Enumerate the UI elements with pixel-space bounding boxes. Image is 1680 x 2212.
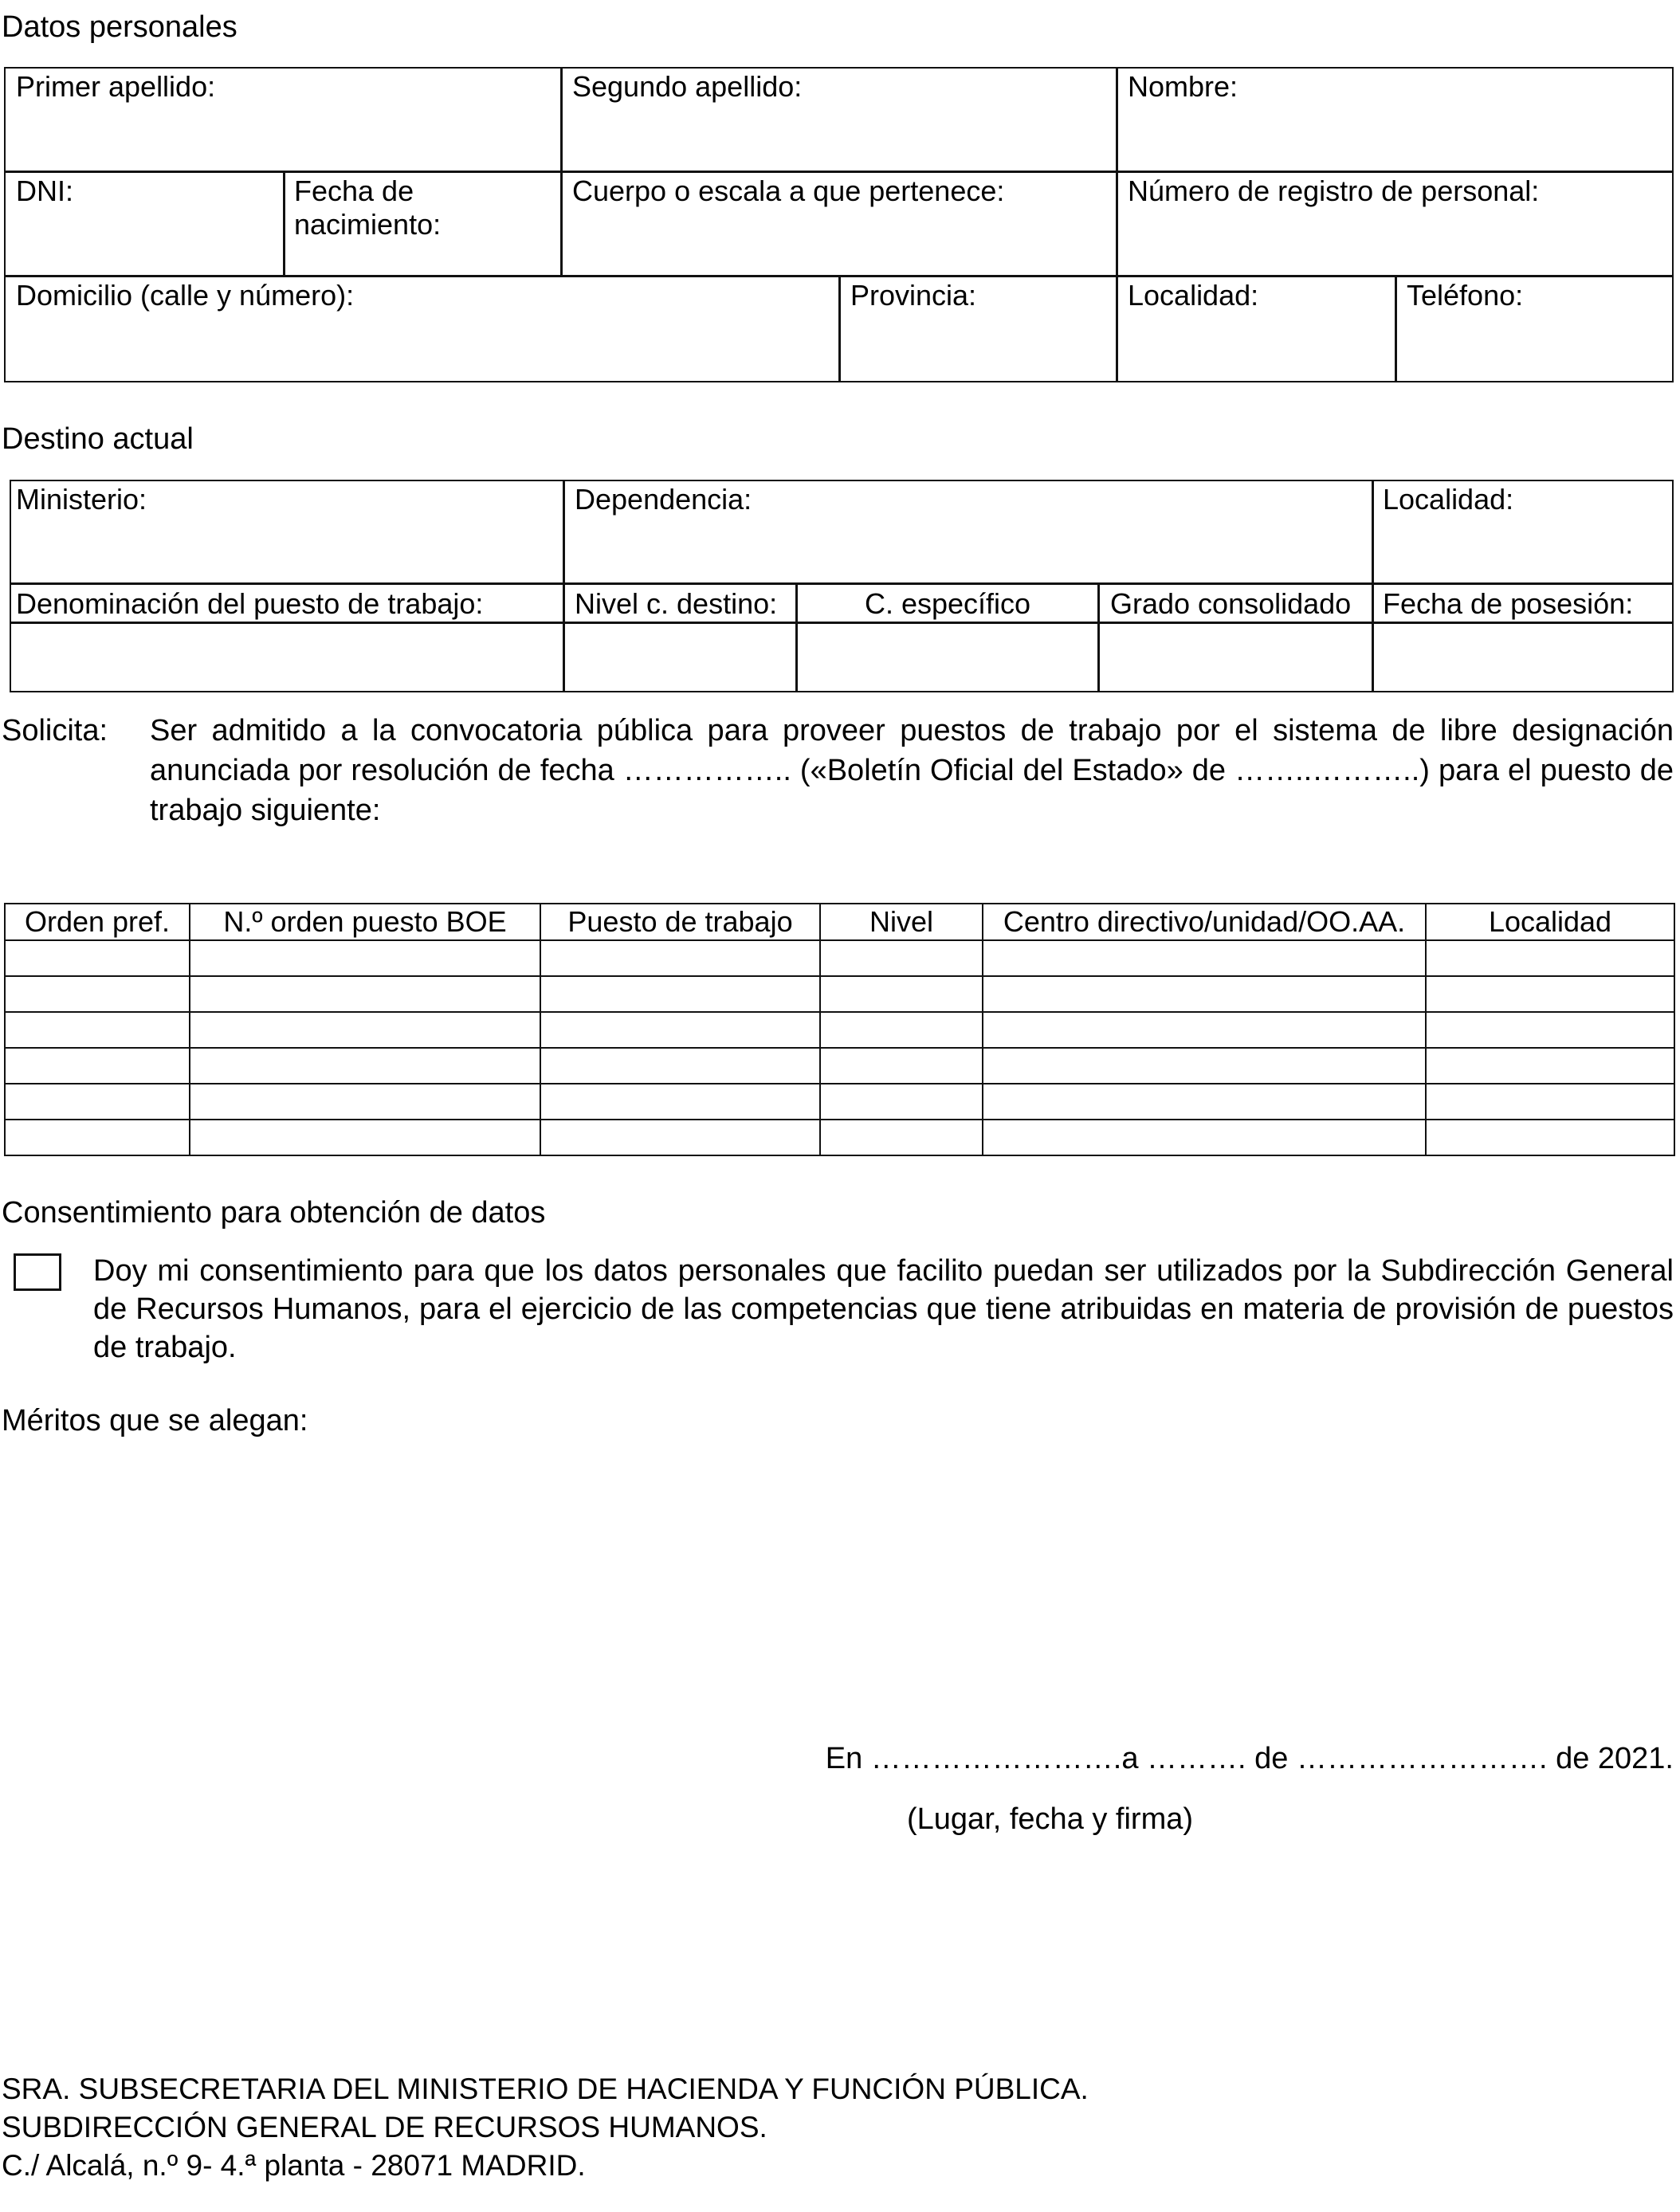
table-cell[interactable] [983, 940, 1426, 976]
table-cell[interactable] [983, 1012, 1426, 1048]
table-cell[interactable] [5, 1048, 190, 1084]
field-cuerpo-escala[interactable]: Cuerpo o escala a que pertenece: [572, 175, 1005, 207]
table-cell[interactable] [1426, 1120, 1674, 1155]
table-cell[interactable] [983, 976, 1426, 1012]
table-row [5, 1048, 1674, 1084]
column-header: Localidad [1426, 904, 1674, 940]
table-cell[interactable] [983, 1120, 1426, 1155]
table-cell[interactable] [540, 940, 820, 976]
table-row [5, 1012, 1674, 1048]
field-dependencia[interactable]: Dependencia: [575, 483, 752, 516]
field-c-especifico[interactable]: C. específico [864, 587, 1031, 620]
table-cell[interactable] [540, 1120, 820, 1155]
table-row [5, 976, 1674, 1012]
table-row [5, 1084, 1674, 1120]
section-heading-meritos: Méritos que se alegan: [2, 1404, 308, 1437]
field-fecha-nacimiento[interactable]: Fecha de nacimiento: [294, 175, 442, 241]
grid-divider [283, 171, 285, 276]
field-localidad-destino[interactable]: Localidad: [1383, 483, 1514, 516]
table-cell[interactable] [1426, 1012, 1674, 1048]
grid-divider [1097, 582, 1100, 692]
grid-divider [1395, 275, 1397, 382]
consent-checkbox[interactable] [14, 1253, 61, 1291]
solicita-text: Ser admitido a la convocatoria pública para proveer puestos de trabajo por el sistema de libre designación anunciada por resolución de fecha …………….. («Boletín Oficial del Estado» de ……..………..) para el puesto de trabajo siguiente: [150, 714, 1674, 827]
field-primer-apellido[interactable]: Primer apellido: [16, 70, 216, 103]
grid-divider [563, 480, 565, 692]
table-cell[interactable] [820, 940, 983, 976]
table-cell[interactable] [1426, 976, 1674, 1012]
table-cell[interactable] [5, 1012, 190, 1048]
table-cell[interactable] [190, 940, 540, 976]
table-cell[interactable] [540, 1084, 820, 1120]
grid-divider [838, 275, 841, 382]
field-segundo-apellido[interactable]: Segundo apellido: [572, 70, 803, 103]
table-cell[interactable] [190, 976, 540, 1012]
grid-divider [1372, 480, 1374, 692]
grid-divider [10, 622, 1674, 624]
table-cell[interactable] [1426, 1048, 1674, 1084]
table-row [5, 940, 1674, 976]
table-cell[interactable] [190, 1084, 540, 1120]
table-cell[interactable] [820, 1084, 983, 1120]
table-cell[interactable] [983, 1084, 1426, 1120]
table-header-row [5, 904, 1674, 940]
meritos-area[interactable] [2, 1450, 1674, 1689]
table-cell[interactable] [5, 1084, 190, 1120]
table-cell[interactable] [540, 1012, 820, 1048]
table-cell[interactable] [1426, 940, 1674, 976]
grid-divider [560, 67, 563, 276]
consentimiento-text: Doy mi consentimiento para que los datos personales que facilito puedan ser utilizados por la Subdirección General de Recursos Humanos, para el ejercicio de las competencias que tiene atribuidas en materia de provisión de puestos de trabajo. [93, 1254, 1674, 1364]
destinatario-line-1: SRA. SUBSECRETARIA DEL MINISTERIO DE HACIENDA Y FUNCIÓN PÚBLICA. [2, 2073, 1089, 2105]
table-cell[interactable] [5, 940, 190, 976]
lugar-fecha-caption: (Lugar, fecha y firma) [907, 1802, 1194, 1836]
section-heading-destino-actual: Destino actual [2, 422, 194, 456]
table-cell[interactable] [820, 1048, 983, 1084]
field-dni[interactable]: DNI: [16, 175, 73, 207]
table-cell[interactable] [5, 976, 190, 1012]
section-heading-consentimiento: Consentimiento para obtención de datos [2, 1196, 546, 1230]
field-grado-consolidado[interactable]: Grado consolidado [1110, 587, 1352, 620]
table-cell[interactable] [820, 1120, 983, 1155]
field-numero-registro[interactable]: Número de registro de personal: [1128, 175, 1540, 207]
table-cell[interactable] [5, 1120, 190, 1155]
table-cell[interactable] [190, 1012, 540, 1048]
field-telefono[interactable]: Teléfono: [1407, 279, 1524, 312]
table-cell[interactable] [820, 1012, 983, 1048]
grid-divider [1116, 67, 1118, 382]
column-header: Puesto de trabajo [540, 904, 820, 940]
column-header: Orden pref. [5, 904, 190, 940]
grid-divider [4, 171, 1674, 173]
field-ministerio[interactable]: Ministerio: [16, 483, 147, 516]
field-nombre[interactable]: Nombre: [1128, 70, 1238, 103]
field-fecha-posesion[interactable]: Fecha de posesión: [1383, 587, 1634, 620]
table-cell[interactable] [190, 1120, 540, 1155]
section-heading-datos-personales: Datos personales [2, 10, 237, 44]
field-denominacion-puesto[interactable]: Denominación del puesto de trabajo: [16, 587, 484, 620]
table-cell[interactable] [983, 1048, 1426, 1084]
lugar-fecha-line: En …………………….a ………. de ……………………. de 2021. [825, 1742, 1674, 1775]
table-cell[interactable] [820, 976, 983, 1012]
solicita-label: Solicita: [2, 714, 108, 747]
table-cell[interactable] [540, 976, 820, 1012]
field-domicilio[interactable]: Domicilio (calle y número): [16, 279, 355, 312]
field-nivel-destino[interactable]: Nivel c. destino: [575, 587, 778, 620]
grid-divider [10, 582, 1674, 585]
destinatario-line-3: C./ Alcalá, n.º 9- 4.ª planta - 28071 MADRID. [2, 2149, 586, 2182]
column-header: N.º orden puesto BOE [190, 904, 540, 940]
column-header: Centro directivo/unidad/OO.AA. [983, 904, 1426, 940]
destinatario-line-2: SUBDIRECCIÓN GENERAL DE RECURSOS HUMANOS. [2, 2111, 767, 2143]
column-header: Nivel [820, 904, 983, 940]
field-provincia[interactable]: Provincia: [850, 279, 977, 312]
table-cell[interactable] [1426, 1084, 1674, 1120]
table-row [5, 1120, 1674, 1155]
table-cell[interactable] [540, 1048, 820, 1084]
table-cell[interactable] [190, 1048, 540, 1084]
puestos-table [4, 903, 1675, 1156]
field-localidad[interactable]: Localidad: [1128, 279, 1259, 312]
